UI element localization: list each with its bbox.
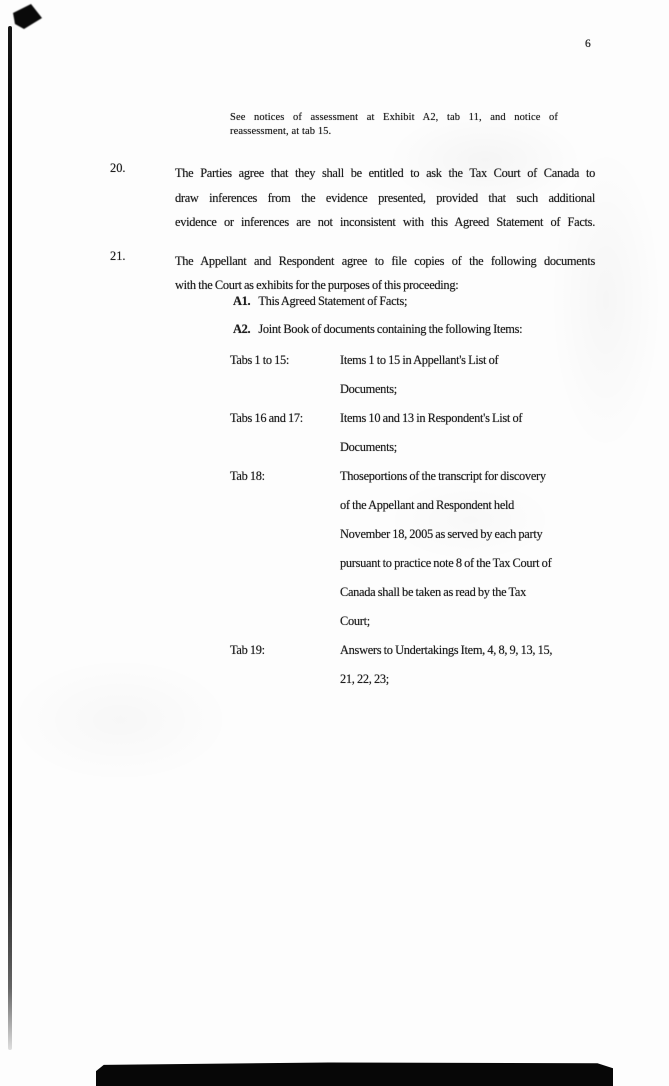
exhibit-label-a1: A1. (233, 294, 251, 308)
text-line: 21, 22, 23; (340, 672, 389, 686)
tab-list (230, 346, 605, 694)
text-line: Thoseportions of the transcript for discovery (340, 469, 546, 483)
text-line: draw inferences from the evidence presented, provided that such additional (175, 190, 595, 205)
paragraph-number-21: 21. (110, 249, 126, 263)
text-line: Canada shall be taken as read by the Tax (340, 585, 527, 599)
text-line: The Parties agree that they shall be entitled to ask the Tax Court of Canada to (175, 166, 595, 180)
text-line: of the Appellant and Respondent held (340, 498, 515, 512)
exhibit-label-a2: A2. (233, 322, 251, 336)
scan-artifact-bottom-bar (96, 1062, 613, 1086)
text-line: Documents; (340, 440, 397, 454)
text-line: Court; (340, 614, 370, 628)
tab-label: Tab 19: (230, 643, 265, 657)
tab-description (340, 636, 605, 694)
paragraph-number-20: 20. (110, 161, 126, 175)
scan-artifact-corner-mark (11, 4, 45, 30)
tab-label: Tabs 1 to 15: (230, 353, 290, 367)
paragraph-21-body (175, 249, 595, 297)
text-line: reassessment, at tab 15. (230, 125, 332, 137)
text-line: Items 10 and 13 in Respondent's List of (340, 411, 523, 425)
text-line: evidence or inferences are not inconsistent with this Agreed Statement of Facts. (175, 215, 595, 229)
scan-artifact-left-edge-line (8, 26, 12, 1050)
exhibit-item-a2 (233, 322, 522, 337)
text-line: pursuant to practice note 8 of the Tax Court of (340, 556, 552, 570)
text-line: Items 1 to 15 in Appellant's List of (340, 353, 499, 367)
tab-label: Tab 18: (230, 469, 265, 483)
tab-description (340, 346, 605, 404)
tab-row (230, 462, 605, 636)
text-line: with the Court as exhibits for the purposes of this proceeding: (175, 278, 459, 292)
tab-description (340, 462, 605, 636)
tab-row (230, 636, 605, 694)
tab-row (230, 346, 605, 404)
paragraph-20-body (175, 161, 595, 235)
exhibit-item-a1 (233, 294, 407, 309)
text-line: Documents; (340, 382, 397, 396)
text-line: Answers to Undertakings Item, 4, 8, 9, 13, 15, (340, 643, 553, 657)
tab-label: Tabs 16 and 17: (230, 411, 303, 425)
page-number: 6 (585, 38, 591, 50)
footnote-reference (230, 111, 558, 138)
text-line: November 18, 2005 as served by each party (340, 527, 543, 541)
exhibit-text-a1: This Agreed Statement of Facts; (258, 294, 408, 308)
tab-description (340, 404, 605, 462)
exhibit-text-a2: Joint Book of documents containing the following Items: (258, 322, 523, 336)
text-line: The Appellant and Respondent agree to file copies of the following documents (175, 254, 595, 268)
tab-row (230, 404, 605, 462)
text-line: See notices of assessment at Exhibit A2, tab 11, and notice of (230, 112, 558, 123)
